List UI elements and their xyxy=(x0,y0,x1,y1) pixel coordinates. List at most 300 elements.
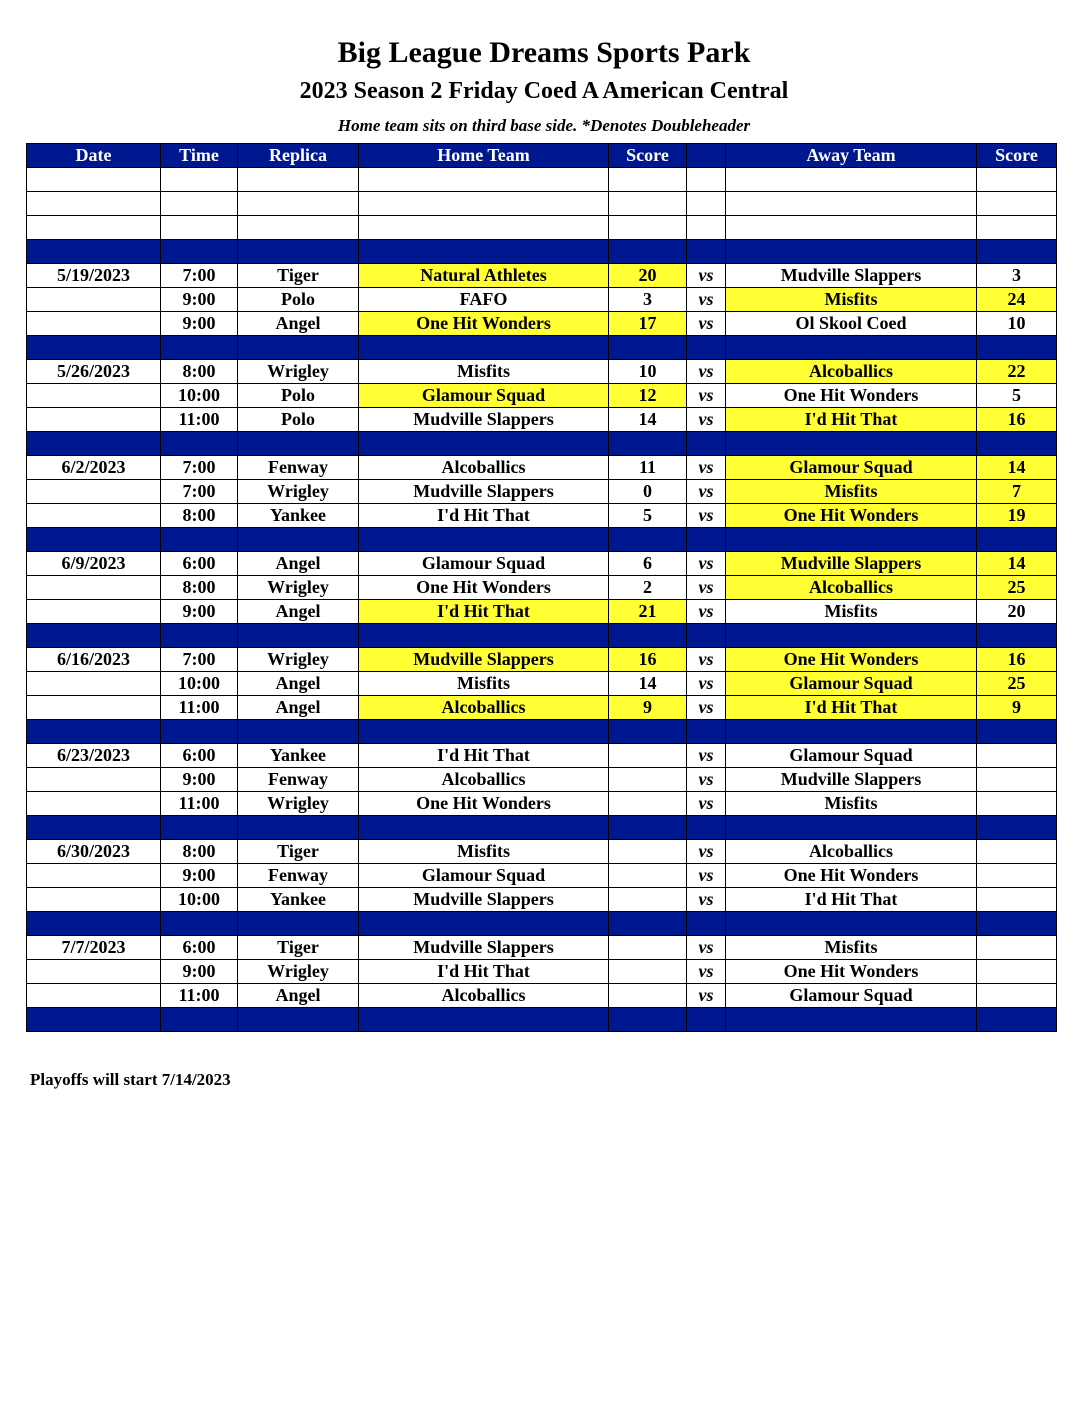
home-team: Alcoballics xyxy=(359,696,609,720)
empty-cell xyxy=(609,168,687,192)
separator-row xyxy=(27,432,1057,456)
page-title: Big League Dreams Sports Park xyxy=(337,36,751,69)
home-score: 14 xyxy=(609,672,687,696)
separator-row xyxy=(27,912,1057,936)
game-date xyxy=(27,960,161,984)
game-time: 10:00 xyxy=(161,672,238,696)
empty-cell xyxy=(27,240,161,264)
game-row xyxy=(27,312,1057,336)
empty-cell xyxy=(726,432,977,456)
home-score: 9 xyxy=(609,696,687,720)
away-score: 25 xyxy=(977,672,1057,696)
empty-cell xyxy=(977,912,1057,936)
empty-cell xyxy=(687,528,726,552)
home-score xyxy=(609,960,687,984)
empty-cell xyxy=(977,528,1057,552)
vs-label: vs xyxy=(687,480,726,504)
away-team: Ol Skool Coed xyxy=(726,312,977,336)
home-team: Mudville Slappers xyxy=(359,480,609,504)
away-score: 10 xyxy=(977,312,1057,336)
home-score: 2 xyxy=(609,576,687,600)
schedule-table xyxy=(26,143,1057,1032)
game-time: 11:00 xyxy=(161,696,238,720)
empty-cell xyxy=(359,336,609,360)
game-row xyxy=(27,672,1057,696)
game-date xyxy=(27,984,161,1008)
home-team: One Hit Wonders xyxy=(359,792,609,816)
vs-label: vs xyxy=(687,984,726,1008)
vs-label: vs xyxy=(687,552,726,576)
vs-label: vs xyxy=(687,504,726,528)
schedule-body xyxy=(27,168,1057,1032)
empty-cell xyxy=(359,720,609,744)
empty-cell xyxy=(27,624,161,648)
blank-row xyxy=(27,168,1057,192)
away-team: I'd Hit That xyxy=(726,408,977,432)
game-date: 5/19/2023 xyxy=(27,264,161,288)
game-row xyxy=(27,456,1057,480)
home-team: FAFO xyxy=(359,288,609,312)
empty-cell xyxy=(687,1008,726,1032)
game-row xyxy=(27,744,1057,768)
game-time: 8:00 xyxy=(161,840,238,864)
game-field: Angel xyxy=(238,984,359,1008)
game-date: 5/26/2023 xyxy=(27,360,161,384)
vs-label: vs xyxy=(687,960,726,984)
empty-cell xyxy=(27,528,161,552)
home-team: Glamour Squad xyxy=(359,384,609,408)
column-header-home-team: Home Team xyxy=(359,144,609,168)
game-row xyxy=(27,864,1057,888)
away-team: Misfits xyxy=(726,936,977,960)
game-date xyxy=(27,288,161,312)
empty-cell xyxy=(161,192,238,216)
home-team: I'd Hit That xyxy=(359,504,609,528)
away-score xyxy=(977,888,1057,912)
vs-label: vs xyxy=(687,312,726,336)
game-field: Tiger xyxy=(238,840,359,864)
vs-label: vs xyxy=(687,648,726,672)
away-score: 19 xyxy=(977,504,1057,528)
empty-cell xyxy=(27,1008,161,1032)
empty-cell xyxy=(687,336,726,360)
separator-row xyxy=(27,528,1057,552)
away-team: Misfits xyxy=(726,792,977,816)
away-score xyxy=(977,864,1057,888)
empty-cell xyxy=(609,1008,687,1032)
game-date xyxy=(27,408,161,432)
separator-row xyxy=(27,240,1057,264)
empty-cell xyxy=(359,528,609,552)
game-row xyxy=(27,888,1057,912)
game-time: 9:00 xyxy=(161,600,238,624)
game-field: Wrigley xyxy=(238,360,359,384)
away-score: 24 xyxy=(977,288,1057,312)
home-score: 11 xyxy=(609,456,687,480)
game-time: 6:00 xyxy=(161,744,238,768)
home-score: 21 xyxy=(609,600,687,624)
empty-cell xyxy=(609,816,687,840)
game-field: Angel xyxy=(238,672,359,696)
game-time: 9:00 xyxy=(161,864,238,888)
empty-cell xyxy=(609,240,687,264)
empty-cell xyxy=(161,528,238,552)
page-note: Home team sits on third base side. *Denotes Doubleheader xyxy=(337,116,751,135)
game-field: Polo xyxy=(238,408,359,432)
game-field: Fenway xyxy=(238,768,359,792)
game-date xyxy=(27,792,161,816)
game-row xyxy=(27,792,1057,816)
separator-row xyxy=(27,624,1057,648)
away-score: 7 xyxy=(977,480,1057,504)
away-team: Mudville Slappers xyxy=(726,552,977,576)
away-team: One Hit Wonders xyxy=(726,384,977,408)
column-header-date: Date xyxy=(27,144,161,168)
game-date xyxy=(27,312,161,336)
home-score: 3 xyxy=(609,288,687,312)
game-date xyxy=(27,888,161,912)
home-score: 20 xyxy=(609,264,687,288)
table-header-row xyxy=(27,144,1057,168)
away-team: One Hit Wonders xyxy=(726,960,977,984)
game-date: 6/30/2023 xyxy=(27,840,161,864)
empty-cell xyxy=(726,816,977,840)
home-team: One Hit Wonders xyxy=(359,312,609,336)
empty-cell xyxy=(359,192,609,216)
game-time: 8:00 xyxy=(161,504,238,528)
empty-cell xyxy=(726,720,977,744)
empty-cell xyxy=(726,912,977,936)
home-team: Natural Athletes xyxy=(359,264,609,288)
game-date xyxy=(27,768,161,792)
empty-cell xyxy=(726,192,977,216)
away-score: 3 xyxy=(977,264,1057,288)
away-team: Misfits xyxy=(726,288,977,312)
vs-label: vs xyxy=(687,360,726,384)
empty-cell xyxy=(687,816,726,840)
empty-cell xyxy=(359,1008,609,1032)
empty-cell xyxy=(977,624,1057,648)
game-row xyxy=(27,840,1057,864)
empty-cell xyxy=(726,336,977,360)
home-team: Misfits xyxy=(359,672,609,696)
home-score: 5 xyxy=(609,504,687,528)
separator-row xyxy=(27,1008,1057,1032)
blank-row xyxy=(27,216,1057,240)
game-field: Angel xyxy=(238,600,359,624)
game-time: 7:00 xyxy=(161,456,238,480)
empty-cell xyxy=(161,336,238,360)
empty-cell xyxy=(238,912,359,936)
home-score xyxy=(609,792,687,816)
game-date: 6/9/2023 xyxy=(27,552,161,576)
empty-cell xyxy=(238,528,359,552)
away-score: 5 xyxy=(977,384,1057,408)
home-score xyxy=(609,768,687,792)
empty-cell xyxy=(687,624,726,648)
game-row xyxy=(27,936,1057,960)
game-date xyxy=(27,480,161,504)
empty-cell xyxy=(161,912,238,936)
home-team: Mudville Slappers xyxy=(359,888,609,912)
empty-cell xyxy=(27,168,161,192)
away-score: 14 xyxy=(977,552,1057,576)
vs-label: vs xyxy=(687,408,726,432)
empty-cell xyxy=(609,336,687,360)
game-field: Angel xyxy=(238,312,359,336)
away-score xyxy=(977,744,1057,768)
game-time: 10:00 xyxy=(161,384,238,408)
home-score: 17 xyxy=(609,312,687,336)
away-score: 14 xyxy=(977,456,1057,480)
game-field: Polo xyxy=(238,384,359,408)
game-time: 6:00 xyxy=(161,936,238,960)
empty-cell xyxy=(687,240,726,264)
separator-row xyxy=(27,816,1057,840)
empty-cell xyxy=(359,432,609,456)
empty-cell xyxy=(27,720,161,744)
home-score: 10 xyxy=(609,360,687,384)
game-date xyxy=(27,576,161,600)
empty-cell xyxy=(238,192,359,216)
away-team: Mudville Slappers xyxy=(726,264,977,288)
empty-cell xyxy=(161,624,238,648)
empty-cell xyxy=(977,1008,1057,1032)
home-score: 12 xyxy=(609,384,687,408)
away-team: Alcoballics xyxy=(726,840,977,864)
game-field: Polo xyxy=(238,288,359,312)
home-team: Misfits xyxy=(359,360,609,384)
empty-cell xyxy=(609,216,687,240)
empty-cell xyxy=(359,912,609,936)
game-field: Angel xyxy=(238,552,359,576)
home-score xyxy=(609,936,687,960)
away-score: 25 xyxy=(977,576,1057,600)
home-score: 16 xyxy=(609,648,687,672)
blank-row xyxy=(27,192,1057,216)
game-row xyxy=(27,960,1057,984)
away-team: One Hit Wonders xyxy=(726,504,977,528)
home-team: Mudville Slappers xyxy=(359,648,609,672)
game-field: Wrigley xyxy=(238,576,359,600)
game-row xyxy=(27,264,1057,288)
home-team: Alcoballics xyxy=(359,768,609,792)
empty-cell xyxy=(161,432,238,456)
empty-cell xyxy=(238,1008,359,1032)
game-date: 7/7/2023 xyxy=(27,936,161,960)
game-field: Yankee xyxy=(238,744,359,768)
vs-label: vs xyxy=(687,744,726,768)
empty-cell xyxy=(977,432,1057,456)
empty-cell xyxy=(27,432,161,456)
empty-cell xyxy=(609,432,687,456)
home-team: I'd Hit That xyxy=(359,744,609,768)
empty-cell xyxy=(977,720,1057,744)
vs-label: vs xyxy=(687,840,726,864)
game-field: Angel xyxy=(238,696,359,720)
empty-cell xyxy=(687,432,726,456)
game-date xyxy=(27,504,161,528)
vs-label: vs xyxy=(687,384,726,408)
away-team: Glamour Squad xyxy=(726,672,977,696)
game-field: Tiger xyxy=(238,264,359,288)
away-score xyxy=(977,768,1057,792)
home-score xyxy=(609,840,687,864)
column-header-away-team: Away Team xyxy=(726,144,977,168)
home-score xyxy=(609,984,687,1008)
empty-cell xyxy=(27,912,161,936)
game-row xyxy=(27,696,1057,720)
home-score: 0 xyxy=(609,480,687,504)
game-row xyxy=(27,408,1057,432)
game-row xyxy=(27,768,1057,792)
game-date xyxy=(27,864,161,888)
empty-cell xyxy=(726,216,977,240)
column-header-replica: Replica xyxy=(238,144,359,168)
game-date xyxy=(27,672,161,696)
empty-cell xyxy=(161,168,238,192)
game-time: 11:00 xyxy=(161,792,238,816)
away-score xyxy=(977,792,1057,816)
away-team: Alcoballics xyxy=(726,576,977,600)
game-time: 7:00 xyxy=(161,648,238,672)
game-row xyxy=(27,552,1057,576)
game-row xyxy=(27,984,1057,1008)
away-team: I'd Hit That xyxy=(726,696,977,720)
away-team: Glamour Squad xyxy=(726,456,977,480)
home-team: Mudville Slappers xyxy=(359,408,609,432)
vs-label: vs xyxy=(687,864,726,888)
game-field: Tiger xyxy=(238,936,359,960)
home-team: Alcoballics xyxy=(359,984,609,1008)
away-score: 20 xyxy=(977,600,1057,624)
empty-cell xyxy=(609,912,687,936)
game-time: 9:00 xyxy=(161,288,238,312)
empty-cell xyxy=(687,912,726,936)
game-row xyxy=(27,384,1057,408)
game-field: Wrigley xyxy=(238,480,359,504)
game-time: 6:00 xyxy=(161,552,238,576)
empty-cell xyxy=(161,216,238,240)
empty-cell xyxy=(726,168,977,192)
empty-cell xyxy=(687,720,726,744)
empty-cell xyxy=(359,216,609,240)
vs-label: vs xyxy=(687,888,726,912)
game-row xyxy=(27,480,1057,504)
vs-label: vs xyxy=(687,576,726,600)
vs-label: vs xyxy=(687,936,726,960)
empty-cell xyxy=(359,816,609,840)
home-team: I'd Hit That xyxy=(359,960,609,984)
empty-cell xyxy=(977,336,1057,360)
game-field: Wrigley xyxy=(238,792,359,816)
column-header-time: Time xyxy=(161,144,238,168)
game-row xyxy=(27,288,1057,312)
game-row xyxy=(27,504,1057,528)
game-field: Wrigley xyxy=(238,960,359,984)
vs-label: vs xyxy=(687,672,726,696)
empty-cell xyxy=(238,336,359,360)
away-team: One Hit Wonders xyxy=(726,864,977,888)
empty-cell xyxy=(359,624,609,648)
home-score xyxy=(609,864,687,888)
game-time: 11:00 xyxy=(161,984,238,1008)
game-date xyxy=(27,696,161,720)
empty-cell xyxy=(238,432,359,456)
game-field: Fenway xyxy=(238,864,359,888)
empty-cell xyxy=(687,192,726,216)
game-date: 6/23/2023 xyxy=(27,744,161,768)
column-header-away-score: Score xyxy=(977,144,1057,168)
vs-label: vs xyxy=(687,288,726,312)
empty-cell xyxy=(161,240,238,264)
empty-cell xyxy=(609,720,687,744)
game-date xyxy=(27,600,161,624)
vs-label: vs xyxy=(687,600,726,624)
empty-cell xyxy=(977,192,1057,216)
separator-row xyxy=(27,336,1057,360)
game-time: 9:00 xyxy=(161,768,238,792)
vs-label: vs xyxy=(687,264,726,288)
empty-cell xyxy=(27,816,161,840)
away-score xyxy=(977,840,1057,864)
home-team: I'd Hit That xyxy=(359,600,609,624)
game-row xyxy=(27,600,1057,624)
away-score: 22 xyxy=(977,360,1057,384)
game-time: 10:00 xyxy=(161,888,238,912)
game-field: Wrigley xyxy=(238,648,359,672)
game-time: 7:00 xyxy=(161,264,238,288)
away-team: Mudville Slappers xyxy=(726,768,977,792)
away-team: Misfits xyxy=(726,480,977,504)
vs-label: vs xyxy=(687,792,726,816)
empty-cell xyxy=(161,720,238,744)
game-field: Yankee xyxy=(238,504,359,528)
home-score: 14 xyxy=(609,408,687,432)
empty-cell xyxy=(726,624,977,648)
game-time: 8:00 xyxy=(161,576,238,600)
game-field: Yankee xyxy=(238,888,359,912)
empty-cell xyxy=(161,816,238,840)
away-score xyxy=(977,984,1057,1008)
empty-cell xyxy=(726,240,977,264)
game-time: 7:00 xyxy=(161,480,238,504)
game-row xyxy=(27,360,1057,384)
empty-cell xyxy=(238,720,359,744)
empty-cell xyxy=(609,624,687,648)
home-team: Mudville Slappers xyxy=(359,936,609,960)
game-time: 9:00 xyxy=(161,312,238,336)
vs-label: vs xyxy=(687,768,726,792)
column-header-home-score: Score xyxy=(609,144,687,168)
separator-row xyxy=(27,720,1057,744)
home-team: Glamour Squad xyxy=(359,864,609,888)
empty-cell xyxy=(27,336,161,360)
game-date: 6/16/2023 xyxy=(27,648,161,672)
home-team: Alcoballics xyxy=(359,456,609,480)
game-time: 9:00 xyxy=(161,960,238,984)
empty-cell xyxy=(977,240,1057,264)
column-header-vs xyxy=(687,144,726,168)
vs-label: vs xyxy=(687,456,726,480)
home-score xyxy=(609,888,687,912)
away-team: Alcoballics xyxy=(726,360,977,384)
empty-cell xyxy=(609,528,687,552)
game-time: 11:00 xyxy=(161,408,238,432)
away-score xyxy=(977,960,1057,984)
empty-cell xyxy=(687,168,726,192)
game-date xyxy=(27,384,161,408)
